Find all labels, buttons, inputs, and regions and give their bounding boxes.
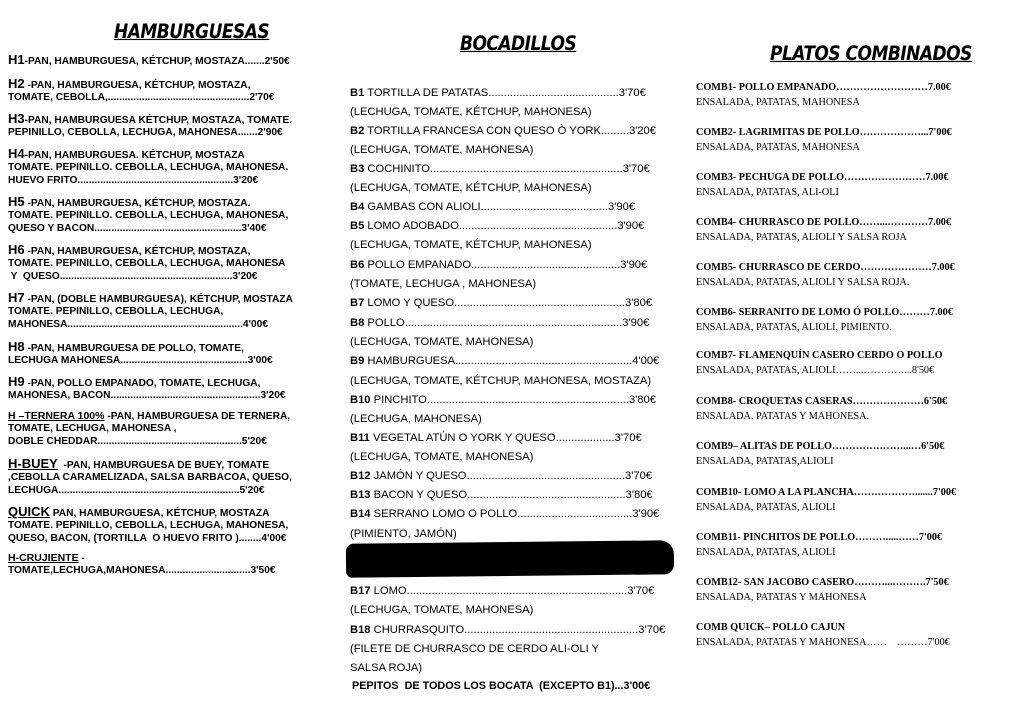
bocadillo-line bbox=[350, 352, 680, 370]
item-code: H-BUEY bbox=[8, 456, 58, 471]
plato-item bbox=[696, 620, 996, 650]
item-line: TOMATE. PEPINILLO, CEBOLLA, LECHUGA, bbox=[8, 306, 224, 318]
item-code: H8 bbox=[8, 339, 25, 354]
bocadillo-line bbox=[350, 84, 680, 102]
item-text: (LECHUGA, TOMATE, KÉTCHUP, MAHONESA) bbox=[350, 182, 592, 194]
bocadillo-line bbox=[350, 391, 680, 409]
item-line: TOMATE. PEPINILLO, CEBOLLA, LECHUGA, MAHONESA, bbox=[8, 520, 289, 532]
item-line: -PAN, HAMBURGUESA DE TERNERA, bbox=[104, 411, 291, 422]
item-text: LOMO.......................................................................3'70€ bbox=[370, 585, 655, 597]
item-line: -PAN, HAMBURGUESA DE POLLO, TOMATE, bbox=[24, 343, 244, 354]
item-code: H4 bbox=[8, 146, 25, 161]
item-code: H9 bbox=[8, 374, 25, 389]
plato-item bbox=[696, 485, 996, 515]
item-line: HUEVO FRITO.......................................................3'20€ bbox=[8, 174, 259, 186]
bocadillos-title: BOCADILLOS bbox=[460, 32, 577, 56]
plato-desc: ENSALADA, PATATAS, ALIOLI, PIMIENTO. bbox=[696, 322, 892, 333]
plato-desc: ENSALADA, PATATAS, ALI-OLI bbox=[696, 187, 839, 198]
item-code: B2 bbox=[350, 125, 365, 137]
item-text: (TOMATE, LECHUGA , MAHONESA) bbox=[350, 278, 537, 290]
item-line: -PAN, HAMBURGUESA, KÉTCHUP, MOSTAZA.......2'50€ bbox=[24, 56, 290, 67]
burger-item bbox=[8, 410, 328, 448]
plato-desc: ENSALADA, PATATAS, MAHONESA bbox=[696, 97, 860, 108]
bocadillo-line bbox=[350, 314, 680, 332]
plato-name: COMB8- CROQUETAS CASERAS…………………6'50€ bbox=[696, 396, 948, 407]
item-text: COCHINITO..............................................................3'70€ bbox=[364, 163, 650, 175]
plato-item bbox=[696, 170, 996, 200]
plato-name: COMB4- CHURRASCO DE POLLO……...…………7.00€ bbox=[696, 217, 951, 228]
item-text: (PIMIENTO, JAMÓN) bbox=[350, 528, 457, 540]
item-code: H7 bbox=[8, 290, 25, 305]
burger-item bbox=[8, 292, 328, 331]
plato-desc: ENSALADA, PATATAS, ALIOLI bbox=[696, 502, 836, 513]
item-text: VEGETAL ATÚN O YORK Y QUESO...................3'70€ bbox=[369, 432, 642, 444]
burger-item bbox=[8, 376, 328, 403]
item-text: BACON Y QUESO...................................................3'80€ bbox=[370, 489, 653, 501]
item-text: TORTILLA FRANCESA CON QUESO Ò YORK.........3'20€ bbox=[364, 125, 656, 137]
item-text: (LECHUGA, TOMATE, MAHONESA) bbox=[350, 336, 534, 348]
plato-item bbox=[696, 439, 996, 469]
item-code: B14 bbox=[350, 508, 371, 520]
item-code: H1 bbox=[8, 52, 25, 67]
item-line: ,CEBOLLA CARAMELIZADA, SALSA BARBACOA, QUESO, bbox=[8, 472, 292, 484]
burger-item bbox=[8, 54, 328, 68]
item-code: B13 bbox=[350, 489, 371, 501]
item-text: TORTILLA DE PATATAS..........................................3'70€ bbox=[364, 87, 646, 99]
plato-item bbox=[696, 260, 996, 290]
plato-item bbox=[696, 575, 996, 605]
item-text: (LECHUGA, TOMATE, KÉTCHUP, MAHONESA) bbox=[350, 106, 592, 118]
item-text: (LECHUGA, TOMATE, KÉTCHUP, MAHONESA, MOSTAZA) bbox=[350, 375, 652, 387]
burger-item bbox=[8, 196, 328, 235]
item-line: TOMATE. PEPINILLO. CEBOLLA, LECHUGA, MAHONESA. bbox=[8, 162, 289, 174]
item-text: (LECHUGA, MAHONESA) bbox=[350, 413, 482, 425]
plato-name: COMB11- PINCHITOS DE POLLO……….....……7'00€ bbox=[696, 532, 943, 543]
bocadillo-line bbox=[350, 141, 680, 159]
item-line: TOMATE,LECHUGA,MAHONESA..............................3'50€ bbox=[8, 565, 276, 577]
bocadillo-line bbox=[350, 179, 680, 197]
item-text: JAMÓN Y QUESO...................................................3'70€ bbox=[370, 470, 653, 482]
item-line: DOBLE CHEDDAR...................................................5'20€ bbox=[8, 435, 267, 447]
bocadillo-line bbox=[350, 103, 680, 121]
item-line: -PAN, HAMBURGUESA KÉTCHUP, MOSTAZA, TOMATE. bbox=[24, 115, 293, 126]
item-code: B5 bbox=[350, 220, 365, 232]
plato-desc: ENSALADA, PATATAS Y MAHONESA…… ………7'00€ bbox=[696, 637, 950, 648]
plato-desc: ENSALADA. PATATAS Y MAHONESA. bbox=[696, 411, 869, 422]
plato-item bbox=[696, 394, 996, 424]
item-text: (LECHUGA, TOMATE, MAHONESA) bbox=[350, 451, 534, 463]
item-line: PEPINILLO, CEBOLLA, LECHUGA, MAHONESA.......2'90€ bbox=[8, 127, 283, 139]
plato-item bbox=[696, 215, 996, 245]
item-code: H3 bbox=[8, 111, 25, 126]
item-text: HAMBURGUESA.........................................................4'00€ bbox=[364, 355, 660, 367]
plato-name: COMB1- POLLO EMPANADO………………………7.00€ bbox=[696, 82, 951, 93]
bocadillo-line bbox=[350, 621, 680, 639]
plato-item bbox=[696, 305, 996, 335]
hamburguesas-title: HAMBURGUESAS bbox=[114, 20, 270, 44]
bocadillo-line bbox=[350, 236, 680, 254]
item-text: POLLO EMPANADO................................................3'90€ bbox=[364, 259, 648, 271]
bocadillo-line bbox=[350, 505, 680, 523]
item-text: (LECHUGA, TOMATE, MAHONESA) bbox=[350, 144, 534, 156]
bocadillo-line bbox=[350, 467, 680, 485]
plato-name: COMB3- PECHUGA DE POLLO……………………7.00€ bbox=[696, 172, 949, 183]
item-code: H5 bbox=[8, 194, 25, 209]
item-line: MAHONESA, BACON.....................................................3'20€ bbox=[8, 390, 286, 402]
plato-desc: ENSALADA, PATATAS Y MAHONESA bbox=[696, 592, 867, 603]
item-text: SALSA ROJA) bbox=[350, 662, 423, 674]
item-line: TOMATE, CEBOLLA,..................................................2'70€ bbox=[8, 92, 275, 104]
item-line: -PAN, HAMBURGUESA, KÉTCHUP, MOSTAZA, bbox=[24, 246, 251, 257]
plato-desc: ENSALADA, PATATAS, ALIOLI……...…………...8'50€ bbox=[696, 365, 935, 376]
item-line: MAHONESA..............................................................4'00€ bbox=[8, 318, 269, 330]
item-code: H6 bbox=[8, 242, 25, 257]
plato-name: COMB2- LAGRIMITAS DE POLLO………………...7'00€ bbox=[696, 127, 952, 138]
item-text: GAMBAS CON ALIOLI.........................................3'90€ bbox=[364, 201, 636, 213]
plato-desc: ENSALADA, PATATAS, ALIOLI Y SALSA ROJA. bbox=[696, 277, 910, 288]
bocadillo-line bbox=[350, 122, 680, 140]
burger-item bbox=[8, 113, 328, 140]
item-code: B9 bbox=[350, 355, 365, 367]
item-line: -PAN, HAMBURGUESA DE BUEY, TOMATE bbox=[57, 460, 270, 471]
item-code: H –TERNERA 100% bbox=[8, 410, 105, 422]
bocadillo-line bbox=[350, 294, 680, 312]
item-code: B3 bbox=[350, 163, 365, 175]
bocadillo-line bbox=[350, 217, 680, 235]
plato-name: COMB QUICK– POLLO CAJUN bbox=[696, 622, 846, 633]
item-line: - bbox=[78, 553, 85, 564]
plato-item bbox=[696, 80, 996, 110]
item-text: (LECHUGA, TOMATE, MAHONESA) bbox=[350, 604, 534, 616]
plato-item bbox=[696, 530, 996, 560]
plato-item bbox=[696, 348, 996, 378]
burger-item bbox=[8, 458, 328, 497]
bocadillo-line bbox=[350, 198, 680, 216]
bocadillo-line bbox=[350, 372, 680, 390]
item-text: PINCHITO.................................................................3'80€ bbox=[370, 394, 656, 406]
item-line: -PAN, POLLO EMPANADO, TOMATE, LECHUGA, bbox=[24, 378, 261, 389]
bocadillo-line bbox=[350, 582, 680, 600]
item-code: B1 bbox=[350, 87, 365, 99]
item-line: PAN, HAMBURGUESA, KÉTCHUP, MOSTAZA bbox=[49, 508, 270, 519]
redaction-bar bbox=[346, 540, 674, 577]
item-code: B6 bbox=[350, 259, 365, 271]
item-line: QUESO, BACON, (TORTILLA O HUEVO FRITO )........4'00€ bbox=[8, 532, 287, 544]
item-text: LOMO Y QUESO.......................................................3'80€ bbox=[364, 297, 653, 309]
bocadillo-line bbox=[350, 410, 680, 428]
burger-item bbox=[8, 78, 328, 105]
item-line: TOMATE, LECHUGA, MAHONESA , bbox=[8, 423, 177, 435]
item-code: B8 bbox=[350, 317, 365, 329]
bocadillo-line bbox=[350, 160, 680, 178]
plato-name: COMB12- SAN JACOBO CASERO………...……….7'50€ bbox=[696, 577, 949, 588]
bocadillo-line bbox=[350, 448, 680, 466]
platos-title: PLATOS COMBINADOS bbox=[770, 42, 972, 66]
item-text: CHURRASQUITO........................................................3'70€ bbox=[370, 624, 666, 636]
bocadillo-line bbox=[350, 659, 680, 677]
plato-name: COMB6- SERRANITO DE LOMO Ó POLLO………7.00€ bbox=[696, 307, 953, 318]
item-line: QUESO Y BACON....................................................3'40€ bbox=[8, 222, 267, 234]
item-code: QUICK bbox=[8, 504, 50, 519]
bocadillo-line bbox=[350, 256, 680, 274]
item-line: LECHUGA................................................................5'20€ bbox=[8, 484, 265, 496]
bocadillo-line bbox=[350, 640, 680, 658]
item-line: TOMATE. PEPINILLO. CEBOLLA, LECHUGA, MAHONESA, bbox=[8, 210, 289, 222]
burger-item bbox=[8, 148, 328, 187]
item-line: -PAN, HAMBURGUESA, KÉTCHUP, MOSTAZA, bbox=[24, 80, 251, 91]
bocadillo-line bbox=[350, 601, 680, 619]
plato-name: COMB5- CHURRASCO DE CERDO…………………7.00€ bbox=[696, 262, 955, 273]
item-code: B11 bbox=[350, 432, 370, 444]
plato-desc: ENSALADA, PATATAS, MAHONESA bbox=[696, 142, 860, 153]
plato-name: COMB7- FLAMENQUÍN CASERO CERDO O POLLO bbox=[696, 350, 943, 361]
bocadillos-footer: PEPITOS DE TODOS LOS BOCATA (EXCEPTO B1)...3'00€ bbox=[352, 680, 651, 692]
item-line: -PAN, HAMBURGUESA, KÉTCHUP, MOSTAZA. bbox=[24, 198, 251, 209]
item-line: TOMATE. PEPINILLO, CEBOLLA, LECHUGA, MAHONESA bbox=[8, 258, 286, 270]
bocadillo-line bbox=[350, 429, 680, 447]
item-code: B7 bbox=[350, 297, 365, 309]
item-text: SERRANO LOMO O POLLO.....................................3'90€ bbox=[370, 508, 660, 520]
plato-desc: ENSALADA, PATATAS,ALIOLI bbox=[696, 456, 834, 467]
item-code: B17 bbox=[350, 585, 371, 597]
item-line: Y QUESO.............................................................3'20€ bbox=[8, 270, 258, 282]
item-text: (LECHUGA, TOMATE, KÉTCHUP, MAHONESA) bbox=[350, 239, 592, 251]
item-line: LECHUGA MAHONESA.............................................3'00€ bbox=[8, 355, 273, 367]
burger-item bbox=[8, 341, 328, 368]
item-text: POLLO......................................................................3'90€ bbox=[364, 317, 650, 329]
plato-item bbox=[696, 125, 996, 155]
bocadillo-line bbox=[350, 333, 680, 351]
plato-name: COMB9– ALITAS DE POLLO…………………...…6'50€ bbox=[696, 441, 945, 452]
item-text: LOMO ADOBADO...................................................3'90€ bbox=[364, 220, 645, 232]
item-code: H2 bbox=[8, 76, 25, 91]
item-code: H-CRUJIENTE bbox=[8, 552, 79, 564]
burger-item bbox=[8, 244, 328, 283]
plato-desc: ENSALADA, PATATAS, ALIOLI Y SALSA ROJA bbox=[696, 232, 907, 243]
item-code: B10 bbox=[350, 394, 371, 406]
burger-item bbox=[8, 552, 328, 578]
bocadillo-line bbox=[350, 275, 680, 293]
item-text: (FILETE DE CHURRASCO DE CERDO ALI-OLI Y bbox=[350, 643, 600, 655]
burger-item bbox=[8, 506, 328, 545]
item-code: B4 bbox=[350, 201, 365, 213]
item-line: -PAN, (DOBLE HAMBURGUESA), KÉTCHUP, MOSTAZA bbox=[24, 294, 293, 305]
plato-name: COMB10- LOMO A LA PLANCHA……………….......7'00€ bbox=[696, 487, 957, 498]
bocadillo-line bbox=[350, 486, 680, 504]
item-code: B12 bbox=[350, 470, 371, 482]
item-code: B18 bbox=[350, 624, 371, 636]
item-line: -PAN, HAMBURGUESA. KÉTCHUP, MOSTAZA bbox=[24, 150, 245, 161]
plato-desc: ENSALADA, PATATAS, ALIOLI bbox=[696, 547, 836, 558]
